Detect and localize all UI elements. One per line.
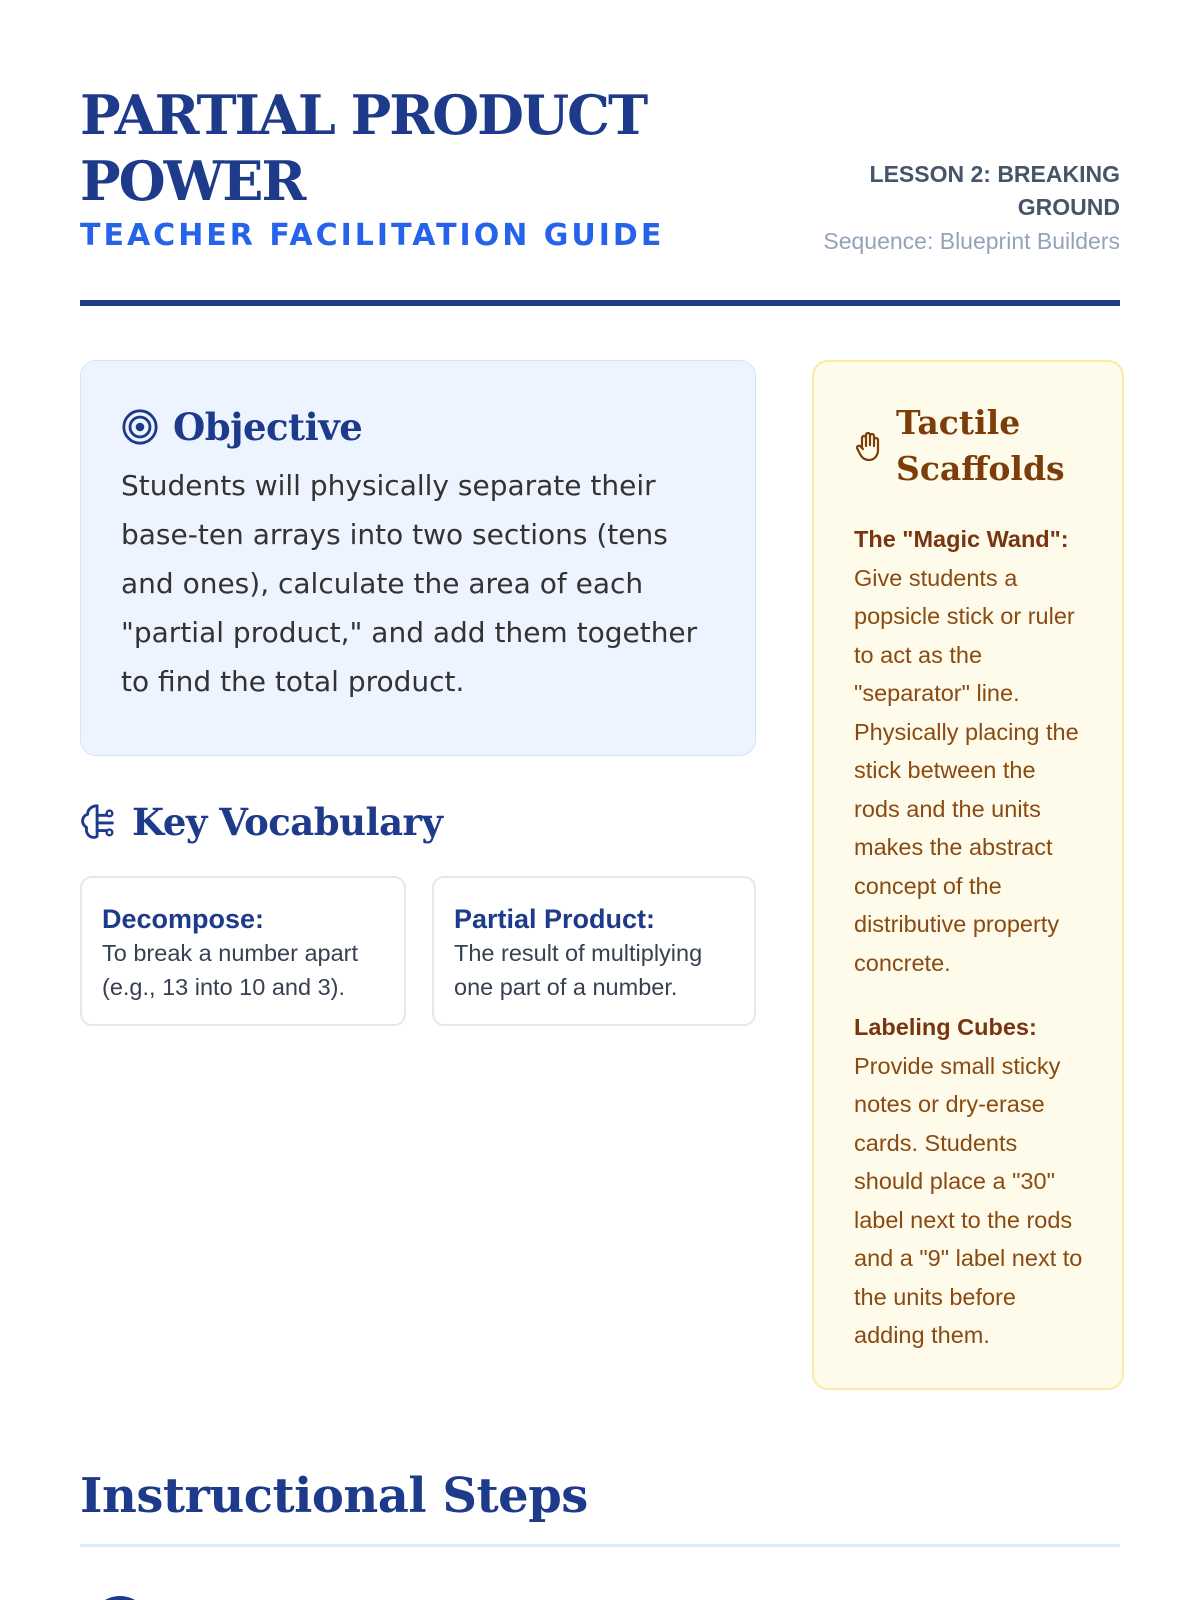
steps-heading: Instructional Steps — [80, 1468, 588, 1524]
step-number-badge — [90, 1596, 150, 1600]
tip-text: Give students a popsicle stick or ruler to act as the "separator" line. Physically placing the stick between the rods and the units makes the abstract concept of the distributive property concrete. — [854, 564, 1079, 976]
objective-text: Students will physically separate their base-ten arrays into two sections (tens and ones), calculate the area of each "partial product," and add them together to find the total product. — [121, 469, 698, 698]
brain-icon — [80, 802, 118, 842]
vocabulary-heading: Key Vocabulary — [132, 800, 443, 844]
page-subtitle: TEACHER FACILITATION GUIDE — [80, 218, 665, 253]
tactile-scaffolds-card — [812, 360, 1124, 1390]
vocab-definition: To break a number apart (e.g., 13 into 10 and 3). — [102, 940, 359, 1000]
objective-heading: Objective — [173, 405, 363, 449]
vocab-card-decompose — [80, 876, 406, 1026]
lesson-meta — [780, 158, 1120, 258]
vocabulary-header — [80, 792, 443, 852]
page-header — [80, 82, 1120, 272]
tip-text: Provide small sticky notes or dry-erase cards. Students should place a "30" label next to the rods and a "9" label next to the units before adding them. — [854, 1052, 1083, 1348]
scaffold-tip — [854, 1008, 1084, 1355]
lesson-label: LESSON 2: BREAKING GROUND — [869, 161, 1120, 220]
header-divider — [80, 300, 1120, 306]
vocab-term: Decompose: — [102, 904, 265, 934]
scaffolds-header — [854, 400, 1084, 492]
tip-label: Labeling Cubes: — [854, 1014, 1037, 1040]
tip-label: The "Magic Wand": — [854, 526, 1069, 552]
hand-icon — [854, 430, 884, 462]
vocab-term: Partial Product: — [454, 904, 656, 934]
target-icon — [121, 408, 159, 446]
sequence-label: Sequence: Blueprint Builders — [823, 228, 1120, 254]
vocab-card-partial-product — [432, 876, 756, 1026]
objective-header — [121, 399, 715, 455]
vocab-definition: The result of multiplying one part of a number. — [454, 940, 703, 1000]
steps-divider — [80, 1544, 1120, 1547]
scaffolds-heading: Tactile Scaffolds — [896, 403, 1065, 488]
objective-card — [80, 360, 756, 756]
page-title: PARTIAL PRODUCT POWER — [80, 83, 647, 213]
scaffold-tip — [854, 520, 1084, 982]
